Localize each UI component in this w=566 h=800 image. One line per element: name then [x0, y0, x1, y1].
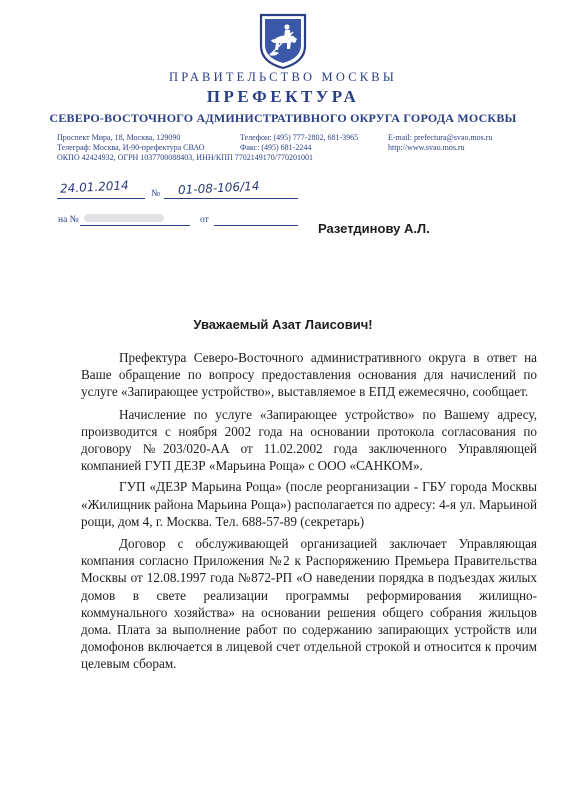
reply-underline [80, 225, 190, 226]
government-title: ПРАВИТЕЛЬСТВО МОСКВЫ [169, 70, 397, 84]
okrug-title: СЕВЕРО-ВОСТОЧНОГО АДМИНИСТРАТИВНОГО ОКРУГА ГОРОДА МОСКВЫ [49, 111, 517, 125]
address-text: Проспект Мира, 18, Москва, 129090 [57, 133, 181, 142]
telegraph-text: Телеграф: Москва, И-90-префектура СВАО [57, 143, 205, 152]
reply-label: на № [58, 215, 79, 225]
phone-text: Телефон: (495) 777-2802, 681-3965 [240, 133, 359, 142]
prefecture-title: ПРЕФЕКТУРА [206, 87, 360, 106]
contacts-block [57, 133, 527, 163]
paragraph-1: Префектура Северо-Восточного административного округа в ответ на Ваше обращение по вопросу предоставления основания для начислений по услуге «Запирающее устройство», выставляемое в ЕПД ежемесячно, сообщает. [81, 350, 537, 400]
number-label: № [151, 189, 161, 199]
email-text: E-mail: prefectura@svao.mos.ru [388, 133, 493, 142]
number-underline [164, 198, 298, 199]
date-underline [57, 198, 145, 199]
registration-number: 01-08-106/14 [177, 178, 260, 198]
paragraph-2: Начисление по услуге «Запирающее устройство» по Вашему адресу, производится с ноября 2002 года на основании протокола согласования по договору №203/020-АА от 11.02.2002 года заключенного Управляющей компанией ГУП ДЕЗР «Марьина Роща» с ООО «САНКОМ». [81, 406, 537, 474]
addressee: Разетдинову А.Л. [318, 221, 430, 236]
paragraph-3: ГУП «ДЕЗР Марьина Роща» (после реорганизации - ГБУ города Москвы «Жилищник района Марьина Роща») располагается по адресу: 4-я ул. Марьиной рощи, дом 4, г. Москва. Тел. 688-57-89 (секретарь) [81, 479, 537, 529]
codes-text: ОКПО 42424932, ОГРН 1037700088403, ИНН/КПП 7702149170/770201001 [57, 153, 313, 162]
greeting: Уважаемый Азат Лаисович! [193, 317, 373, 332]
registration-date: 24.01.2014 [59, 178, 130, 196]
moscow-coat-of-arms-icon [257, 12, 309, 70]
from-underline [214, 225, 298, 226]
website-text: http://www.svao.mos.ru [388, 143, 465, 152]
paragraph-4: Договор с обслуживающей организацией заключает Управляющая компания согласно Приложения №2 к Распоряжению Премьера Правительства Москвы от 12.08.1997 года №872-РП «О наведении порядка в подъездах жилых домов в свете реализации программы реформирования жилищно-коммунального хозяйства» на основании решения общего собрания жильцов дома. Плата за выполнение работ по содержанию запирающих устройств или домофонов включается в лицевой счет отдельной строкой и относится к прочим целевым сборам. [81, 536, 537, 672]
letter-body [81, 349, 537, 678]
from-label: от [200, 215, 209, 225]
fax-text: Факс: (495) 681-2244 [240, 143, 312, 152]
illegible-stamp [84, 214, 164, 222]
